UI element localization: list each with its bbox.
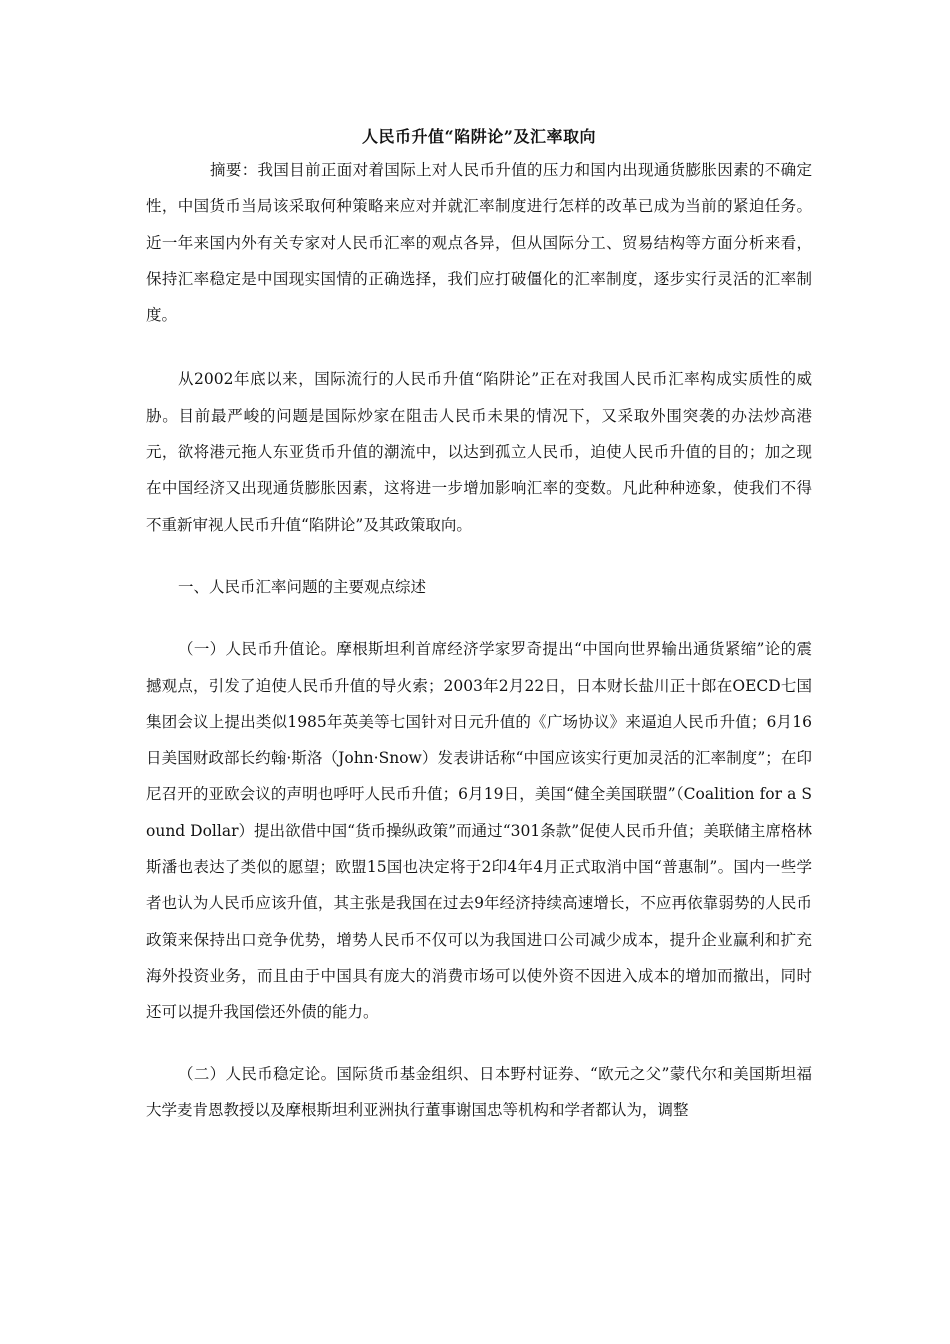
paragraph-spacer [146,1031,812,1056]
paragraph-spacer [146,333,812,361]
document-title: 人民币升值“陷阱论”及汇率取向 [362,127,596,146]
stability-paragraph: （二）人民币稳定论。国际货币基金组织、日本野村证券、“欧元之父”蒙代尔和美国斯坦福大学麦肯恩教授以及摩根斯坦利亚洲执行董事谢国忠等机构和学者都认为，调整 [146,1064,812,1119]
paragraph-spacer [146,543,812,569]
paragraph-spacer [146,605,812,631]
document-page [146,122,812,1128]
appreciation-paragraph: （一）人民币升值论。摩根斯坦利首席经济学家罗奇提出“中国向世界输出通货紧缩”论的震撼观点，引发了迫使人民币升值的导火索；2003年2月22日，日本财长盐川正十郎在OECD七国集团会议上提出类似1985年英美等七国针对日元升值的《广场协议》来逼迫人民币升值；6月16日美国财政部长约翰·斯洛（John·Snow）发表讲话称“中国应该实行更加灵活的汇率制度”；在印尼召开的亚欧会议的声明也呼吁人民币升值；6月19日，美国“健全美国联盟”（Coalition for a Sound Dollar）提出欲借中国“货币操纵政策”而通过“301条款”促使人民币升值；美联储主席格林斯潘也表达了类似的愿望；欧盟15国也决定将于2印4年4月正式取消中国“普惠制”。国内一些学者也认为人民币应该升值，其主张是我国在过去9年经济持续高速增长，不应再依靠弱势的人民币政策来保持出口竞争优势，增势人民币不仅可以为我国进口公司减少成本，提升企业赢利和扩充海外投资业务，而且由于中国具有庞大的消费市场可以使外资不因进入成本的增加而撤出，同时还可以提升我国偿还外债的能力。 [146,640,812,1022]
section-heading: 一、人民币汇率问题的主要观点综述 [178,577,427,596]
intro-paragraph: 从2002年底以来，国际流行的人民币升值“陷阱论”正在对我国人民币汇率构成实质性的威胁。目前最严峻的问题是国际炒家在阻击人民币未果的情况下，又采取外围突袭的办法炒高港元，欲将港元拖人东亚货币升值的潮流中，以达到孤立人民币，迫使人民币升值的目的；加之现在中国经济又出现通货膨胀因素，这将进一步增加影响汇率的变数。凡此种种迹象，使我们不得不重新审视人民币升值“陷阱论”及其政策取向。 [146,370,812,534]
abstract-paragraph: 摘要：我国目前正面对着国际上对人民币升值的压力和国内出现通货膨胀因素的不确定性，中国货币当局该采取何种策略来应对并就汇率制度进行怎样的改革已成为当前的紧迫任务。近一年来国内外有关专家对人民币汇率的观点各异，但从国际分工、贸易结构等方面分析来看，保持汇率稳定是中国现实国情的正确选择，我们应打破僵化的汇率制度，逐步实行灵活的汇率制度。 [146,161,812,325]
